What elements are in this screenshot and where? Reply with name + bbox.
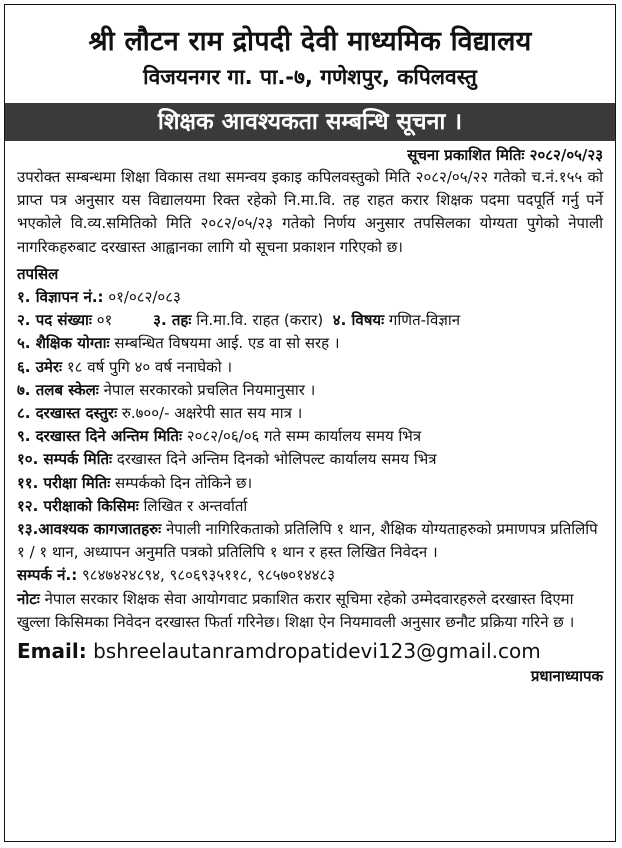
item-qualification [17,332,603,355]
item-label: १२. परीक्षाको किसिमः [17,496,139,515]
school-address: विजयनगर गा. पा.-७, गणेशपुर, कपिलवस्तु [143,65,477,89]
item-value: रु.७००/- अक्षरेपी सात सय मात्र । [121,404,303,423]
school-name: श्री लौटन राम द्रोपदी देवी माध्यमिक विद्यालय [88,26,532,57]
item-label: ४. विषयः [332,311,385,330]
item-value: १८ वर्ष पुगि ४० वर्ष ननाघेको । [66,357,233,376]
item-value: लिखित र अन्तर्वार्ता [143,496,248,515]
tapasil-heading: तपसिल [17,264,59,283]
email-line [17,636,603,666]
published-date-value: २०८२/०५/२३ [529,146,603,164]
item-label: ७. तलब स्केलः [17,380,99,399]
notice-page [4,4,616,842]
published-date-label: सूचना प्रकाशित मितिः [407,146,525,164]
item-value: नेपाली नागिरिकताको प्रतिलिपि १ थान, शैक्षिक योग्यताहरुको प्रमाणपत्र प्रतिलिपि १ / १ थान, अध्यापन अनुमति पत्रको प्रतिलिपि १ थान र हस्त लिखित निवेदन । [17,520,598,562]
item-value: नेपाल सरकारको प्रचलित नियमानुसार । [103,380,316,399]
item-label: २. पद संख्याः [17,311,92,330]
contact-value: ९८४७४२४८९४, ९८०६९३५११८, ९८५७०१४४८३ [82,566,336,585]
item-label: ६. उमेरः [17,357,63,376]
item-label: १०. सम्पर्क मितिः [17,450,113,469]
contact-label: सम्पर्क नं.: [17,566,78,585]
item-value: सम्पर्कको दिन तोकिने छ। [115,473,253,492]
item-fee [17,402,603,425]
email-label: Email: [17,639,87,664]
item-deadline [17,425,603,448]
item-ad-no [17,286,603,309]
item-label: १. विज्ञापन नं.: [17,288,104,307]
item-value: गणित-विज्ञान [388,311,461,330]
item-value: दरखास्त दिने अन्तिम दिनको भोलिपल्ट कार्यालय समय भित्र [116,450,437,469]
item-documents [17,518,603,564]
item-exam-date [17,472,603,495]
item-label: १३.आवश्यक कागजातहरुः [17,520,162,539]
published-date [5,144,615,166]
item-label: ५. शैक्षिक योग्ताः [17,334,110,353]
notice-title-banner: शिक्षक आवश्यकता सम्बन्धि सूचना । [5,103,615,141]
notice-body [5,166,615,666]
intro-paragraph: उपरोक्त सम्बन्धमा शिक्षा विकास तथा समन्वय इकाइ कपिलवस्तुको मिति २०८२/०५/२२ गतेको च.नं.१५५ को प्राप्त पत्र अनुसार यस विद्यालयमा रिक्त रहेको नि.मा.वि. तह राहत करार शिक्षक पदमा पदपूर्ति गर्नु पर्ने भएकोले वि.व्य.समितिको मिति २०८२/०५/२३ गतेको निर्णय अनुसार तपसिलका योग्यता पुगेको नेपाली नागरिकहरुबाट दरखास्त आह्वानका लागि यो सूचना प्रकाशन गरिएको छ। [17,168,603,256]
email-address[interactable]: bshreelautanramdropatidevi123@gmail.com [93,639,541,664]
note-label: नोटः [17,589,40,608]
item-label: ३. तहः [153,311,192,330]
item-salary [17,379,603,402]
item-value: सम्बन्धित विषयमा आई. एड वा सो सरह । [114,334,340,353]
item-value: ०१ [96,311,113,330]
item-value: ०१/०८२/०८३ [108,288,181,307]
note [17,588,603,634]
item-label: ८. दरखास्त दस्तुरः [17,404,118,423]
item-age [17,356,603,379]
signature-headmaster: प्रधानाध्यापक [530,667,603,686]
item-label: ११. परीक्षा मितिः [17,473,111,492]
item-exam-type [17,495,603,518]
note-value: नेपाल सरकार शिक्षक सेवा आयोगवाट प्रकाशित करार सूचिमा रहेको उम्मेदवारहरुले दरखास्त दिएमा खुल्ला किसिमका निवेदन दरखास्त फिर्ता गरिनेछ। शिक्षा ऐन नियमावली अनुसार छनौट प्रक्रिया गरिने छ । [17,589,575,631]
item-contact-date [17,448,603,471]
contact-numbers [17,564,603,587]
item-value: नि.मा.वि. राहत (करार) [196,311,324,330]
item-label: ९. दरखास्त दिने अन्तिम मितिः [17,427,183,446]
item-posts-level-subject [17,309,603,332]
item-value: २०८२/०६/०६ गते सम्म कार्यालय समय भित्र [186,427,422,446]
